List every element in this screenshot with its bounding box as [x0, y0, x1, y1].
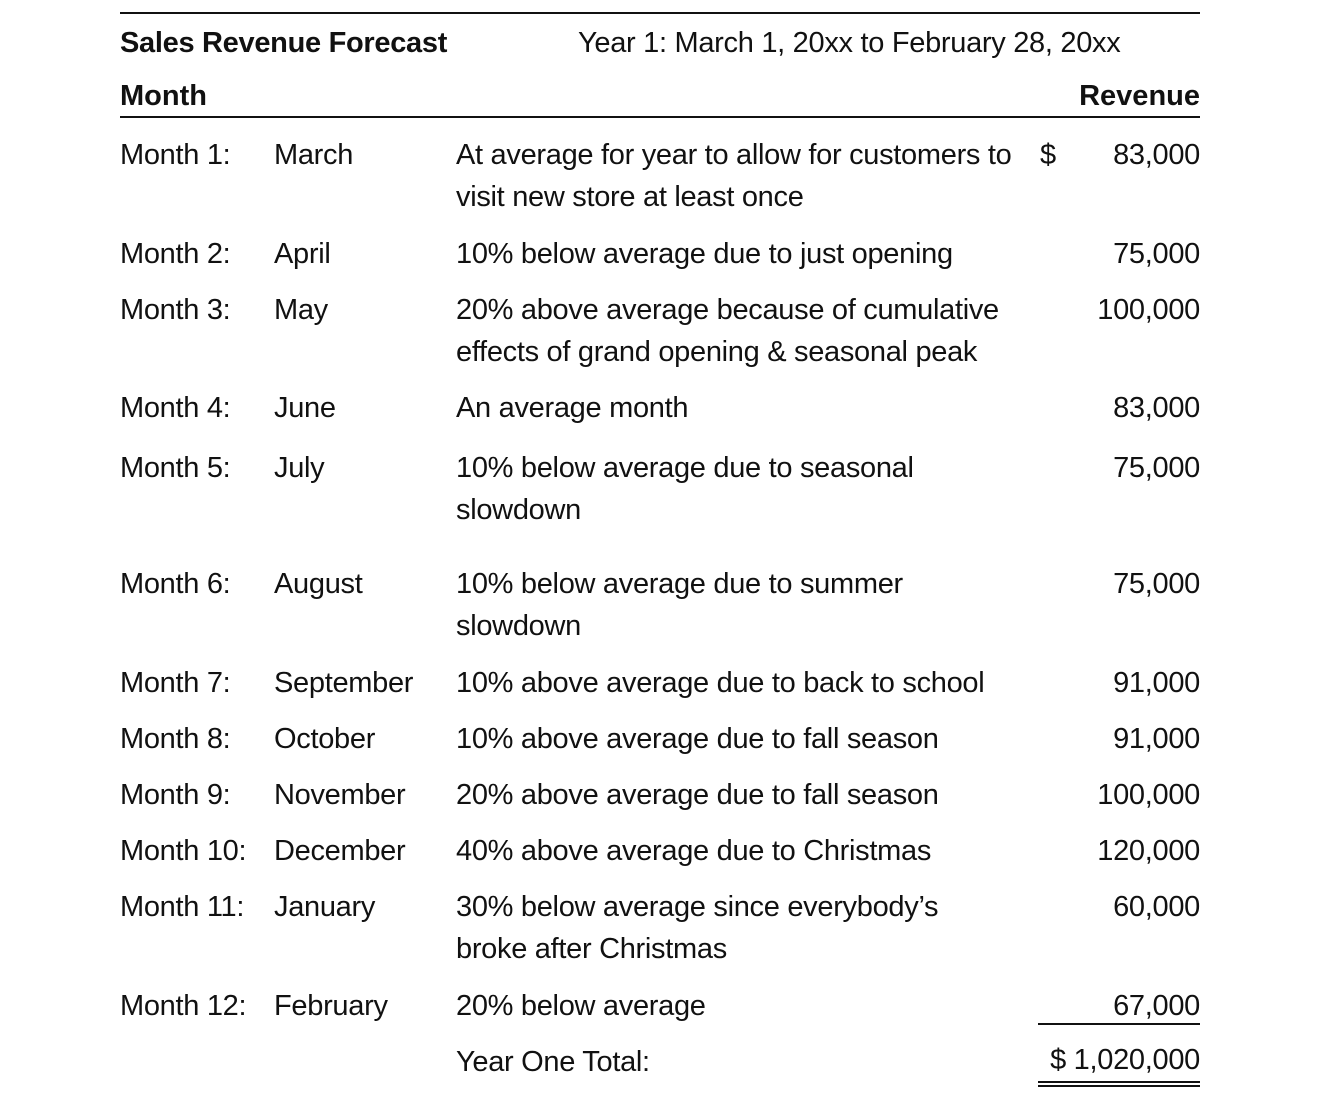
month-description: 40% above average due to Christmas: [456, 835, 932, 867]
month-description: 20% above average because of cumulative effects of grand opening & seasonal peak: [456, 294, 999, 368]
month-number: Month 6:: [120, 568, 231, 600]
month-number: Month 2:: [120, 238, 231, 270]
month-name: October: [274, 723, 376, 755]
month-description: 10% below average due to seasonal slowdown: [456, 452, 914, 526]
month-revenue: 83,000: [1113, 139, 1200, 171]
month-description: 10% below average due to just opening: [456, 238, 953, 270]
month-revenue: 83,000: [1113, 392, 1200, 424]
month-number: Month 5:: [120, 452, 231, 484]
month-revenue: 91,000: [1113, 723, 1200, 755]
month-number: Month 4:: [120, 392, 231, 424]
month-number: Month 10:: [120, 835, 247, 867]
month-revenue: 120,000: [1097, 835, 1200, 867]
month-number: Month 8:: [120, 723, 231, 755]
total-value: $ 1,020,000: [1038, 1041, 1200, 1083]
month-number: Month 12:: [120, 990, 247, 1022]
month-name: May: [274, 294, 328, 326]
month-name: September: [274, 667, 414, 699]
month-number: Month 9:: [120, 779, 231, 811]
month-name: December: [274, 835, 406, 867]
header-rule: [120, 116, 1200, 118]
month-number: Month 11:: [120, 891, 245, 923]
month-name: February: [274, 990, 388, 1022]
month-name: June: [274, 392, 336, 424]
month-description: At average for year to allow for customers to visit new store at least once: [456, 139, 1012, 213]
month-name: March: [274, 139, 354, 171]
document-title: Sales Revenue Forecast: [120, 27, 448, 59]
month-number: Month 3:: [120, 294, 231, 326]
month-description: An average month: [456, 392, 689, 424]
month-revenue: 75,000: [1113, 568, 1200, 600]
month-description: 10% above average due to back to school: [456, 667, 985, 699]
month-revenue: 67,000: [1113, 990, 1200, 1022]
month-description: 20% above average due to fall season: [456, 779, 939, 811]
month-revenue: 75,000: [1113, 238, 1200, 270]
month-number: Month 1:: [120, 139, 231, 171]
subtotal-underline: [1038, 1023, 1200, 1025]
top-rule: [120, 12, 1200, 14]
column-header-month: Month: [120, 80, 207, 112]
column-header-revenue: Revenue: [1079, 80, 1200, 112]
month-description: 30% below average since everybody’s broke after Christmas: [456, 891, 939, 965]
month-name: January: [274, 891, 376, 923]
month-revenue: 91,000: [1113, 667, 1200, 699]
month-name: November: [274, 779, 406, 811]
month-name: August: [274, 568, 363, 600]
sales-revenue-forecast-document: [120, 0, 1200, 1108]
month-description: 20% below average: [456, 990, 706, 1022]
month-revenue: 75,000: [1113, 452, 1200, 484]
currency-symbol: $: [1040, 139, 1056, 171]
month-name: July: [274, 452, 325, 484]
month-revenue: 100,000: [1097, 779, 1200, 811]
month-revenue: 60,000: [1113, 891, 1200, 923]
month-revenue: 100,000: [1097, 294, 1200, 326]
month-description: 10% below average due to summer slowdown: [456, 568, 903, 642]
month-number: Month 7:: [120, 667, 231, 699]
total-label: Year One Total:: [456, 1046, 650, 1078]
month-description: 10% above average due to fall season: [456, 723, 939, 755]
month-name: April: [274, 238, 331, 270]
forecast-period: Year 1: March 1, 20xx to February 28, 20xx: [578, 27, 1121, 59]
